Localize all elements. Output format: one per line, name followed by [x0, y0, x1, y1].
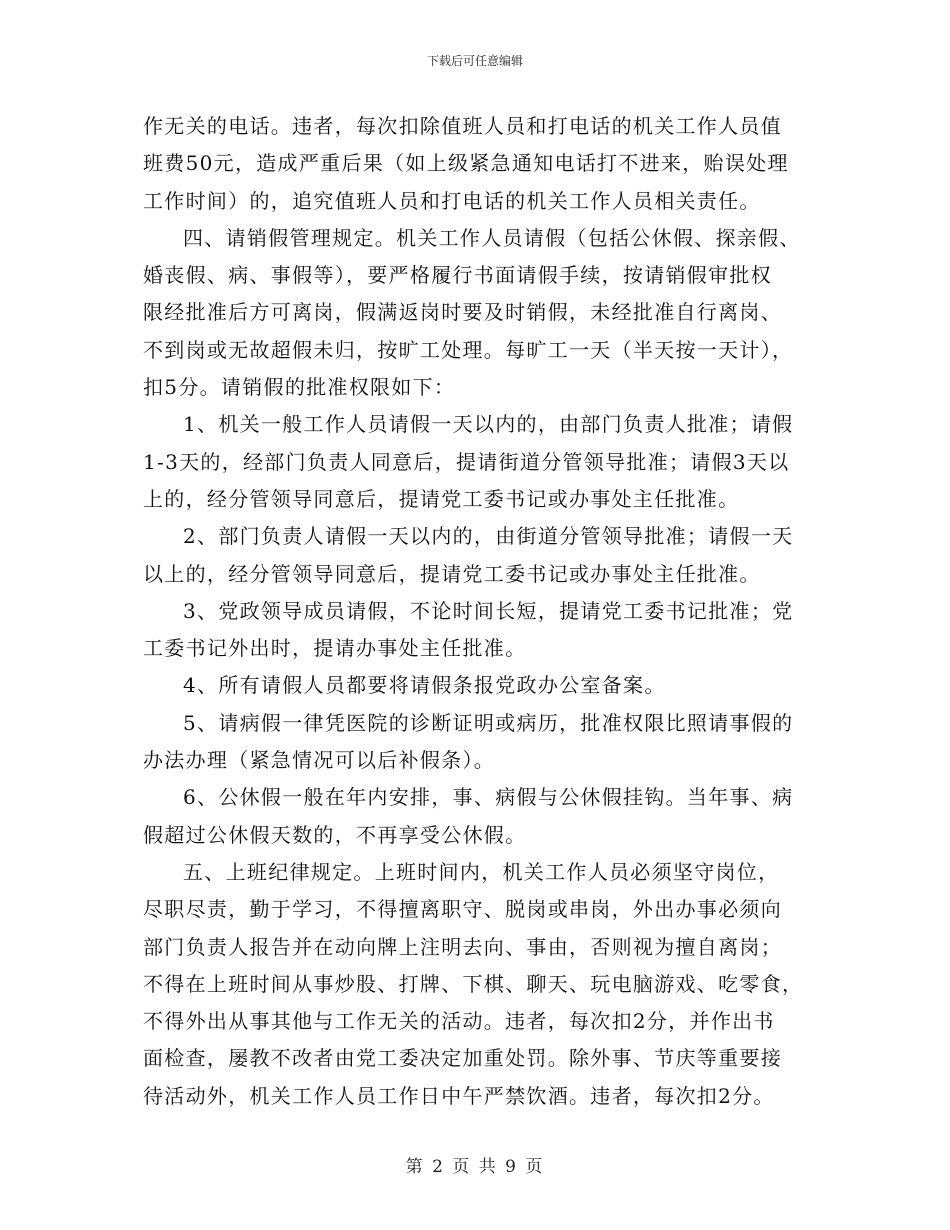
text-line: 上的，经分管领导同意后，提请党工委书记或办事处主任批准。	[143, 486, 740, 511]
text-line: 五、上班纪律规定。上班时间内，机关工作人员必须坚守岗位，	[183, 859, 780, 884]
text-line: 扣5分。请销假的批准权限如下：	[143, 375, 456, 400]
text-line: 4、所有请假人员都要将请假条报党政办公室备案。	[183, 673, 666, 698]
text-line: 限经批准后方可离岗，假满返岗时要及时销假，未经批准自行离岗、	[143, 300, 782, 325]
text-line: 婚丧假、病、事假等），要严格履行书面请假手续，按请销假审批权	[143, 263, 772, 288]
text-line: 假超过公休假天数的，不再享受公休假。	[143, 822, 527, 847]
text-line: 1、机关一般工作人员请假一天以内的，由部门负责人批准；请假	[183, 412, 794, 437]
text-line: 四、请销假管理规定。机关工作人员请假（包括公休假、探亲假、	[183, 225, 801, 250]
text-line: 尽职尽责，勤于学习，不得擅离职守、脱岗或串岗，外出办事必须向	[143, 897, 782, 922]
page-header: 下载后可任意编辑	[426, 54, 523, 68]
text-line: 待活动外，机关工作人员工作日中午严禁饮酒。违者，每次扣2分。	[143, 1083, 775, 1108]
text-line: 2、部门负责人请假一天以内的，由街道分管领导批准；请假一天	[183, 524, 794, 549]
document-body	[143, 108, 808, 1115]
text-line: 以上的，经分管领导同意后，提请党工委书记或办事处主任批准。	[143, 561, 761, 586]
text-line: 6、公休假一般在年内安排，事、病假与公休假挂钩。当年事、病	[183, 785, 794, 810]
text-line: 工作时间）的，追究值班人员和打电话的机关工作人员相关责任。	[143, 188, 761, 213]
text-line: 部门负责人报告并在动向牌上注明去向、事由，否则视为擅自离岗；	[143, 934, 782, 959]
text-line: 办法办理（紧急情况可以后补假条）。	[143, 748, 496, 773]
page-footer: 第 2 页 共 9 页	[405, 1157, 545, 1177]
text-line: 不到岗或无故超假未归，按旷工处理。每旷工一天（半天按一天计），	[143, 337, 794, 362]
text-line: 工委书记外出时，提请办事处主任批准。	[143, 636, 527, 661]
text-line: 作无关的电话。违者，每次扣除值班人员和打电话的机关工作人员值	[143, 114, 782, 138]
text-line: 面检查，屡教不改者由党工委决定加重处罚。除外事、节庆等重要接	[143, 1046, 782, 1071]
text-line: 不得在上班时间从事炒股、打牌、下棋、聊天、玩电脑游戏、吃零食，	[143, 971, 804, 996]
text-line: 1-3天的，经部门负责人同意后，提请街道分管领导批准；请假3天以	[143, 449, 790, 474]
text-line: 3、党政领导成员请假，不论时间长短，提请党工委书记批准；党	[183, 598, 794, 623]
text-line: 班费50元，造成严重后果（如上级紧急通知电话打不进来，贻误处理	[143, 151, 789, 176]
text-line: 5、请病假一律凭医院的诊断证明或病历，批准权限比照请事假的	[183, 710, 794, 735]
text-line: 不得外出从事其他与工作无关的活动。违者，每次扣2分，并作出书	[143, 1009, 775, 1034]
